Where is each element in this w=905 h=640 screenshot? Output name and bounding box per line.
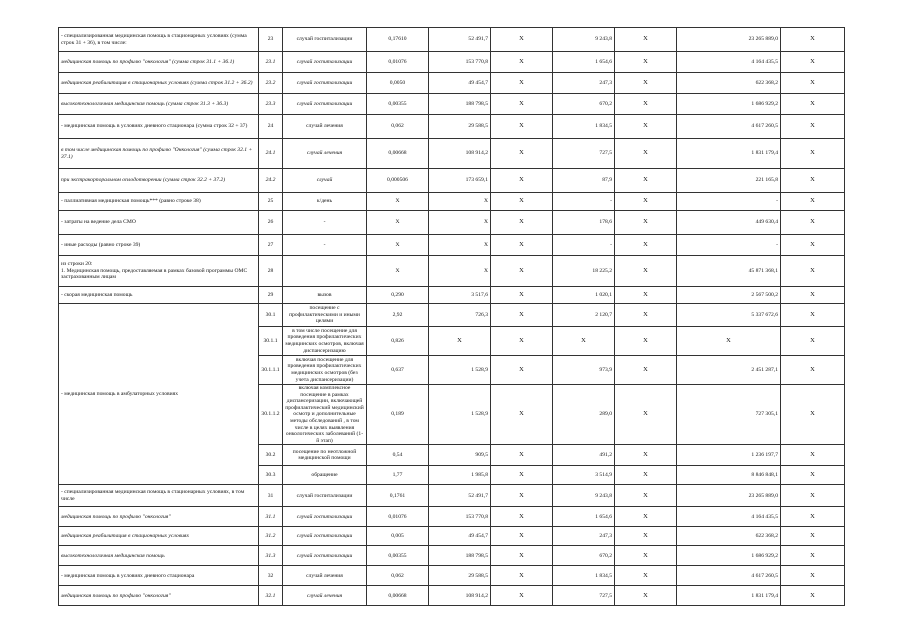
row-number-cell: 31.3	[259, 546, 283, 566]
row-number-cell: 31.1	[259, 507, 283, 527]
value-cell: X	[367, 256, 429, 287]
value-cell: 0,000506	[367, 169, 429, 193]
value-cell: 2,92	[367, 304, 429, 327]
value-cell: X	[781, 304, 845, 327]
unit-cell: случай лечения	[283, 139, 367, 169]
value-cell: X	[367, 193, 429, 211]
value-cell: 1 654,6	[553, 507, 615, 527]
value-cell: 0,826	[367, 327, 429, 356]
value-cell: X	[615, 385, 677, 445]
row-number-cell: 32	[259, 566, 283, 586]
unit-cell: случай госпитализации	[283, 527, 367, 546]
table-row	[59, 73, 845, 94]
row-number-cell: 29	[259, 287, 283, 304]
value-cell: 108 914,2	[429, 586, 491, 606]
value-cell: X	[615, 287, 677, 304]
document-page	[58, 27, 844, 606]
value-cell: 188 798,5	[429, 94, 491, 115]
value-cell: X	[615, 507, 677, 527]
value-cell: X	[615, 235, 677, 256]
value-cell: X	[615, 73, 677, 94]
table-row	[59, 485, 845, 507]
value-cell: X	[781, 256, 845, 287]
value-cell: X	[491, 235, 553, 256]
value-cell: X	[615, 546, 677, 566]
value-cell: X	[491, 52, 553, 73]
value-cell: 173 659,1	[429, 169, 491, 193]
value-cell: 178,6	[553, 211, 615, 235]
value-cell: X	[491, 193, 553, 211]
table-row	[59, 28, 845, 52]
value-cell: X	[615, 193, 677, 211]
value-cell: 1 686 929,2	[677, 94, 781, 115]
value-cell: 727,5	[553, 139, 615, 169]
row-name-cell: из строки 20: 1. Медицинская помощь, предоставляемая в рамках базовой программы ОМС застрахованным лицам	[59, 256, 259, 287]
value-cell: X	[781, 327, 845, 356]
value-cell: 1 654,6	[553, 52, 615, 73]
value-cell: X	[615, 256, 677, 287]
row-number-cell: 30.1.1.2	[259, 385, 283, 445]
value-cell: 1 985,8	[429, 466, 491, 485]
value-cell: X	[491, 586, 553, 606]
value-cell: 4 164 435,5	[677, 507, 781, 527]
value-cell: -	[677, 235, 781, 256]
value-cell: X	[491, 385, 553, 445]
value-cell: X	[781, 566, 845, 586]
value-cell: X	[615, 139, 677, 169]
unit-cell: посещение с профилактическими и иными целями	[283, 304, 367, 327]
value-cell: X	[781, 235, 845, 256]
row-name-cell: - иные расходы (равно строке 39)	[59, 235, 259, 256]
value-cell: X	[491, 356, 553, 385]
value-cell: X	[781, 527, 845, 546]
value-cell: 4 164 435,5	[677, 52, 781, 73]
value-cell: 0,062	[367, 115, 429, 139]
row-number-cell: 30.2	[259, 445, 283, 466]
unit-cell: случай госпитализации	[283, 28, 367, 52]
value-cell: 247,3	[553, 527, 615, 546]
value-cell: 2 451 287,1	[677, 356, 781, 385]
value-cell: X	[429, 256, 491, 287]
value-cell: 1 686 929,2	[677, 546, 781, 566]
table-row	[59, 507, 845, 527]
row-name-cell: - специализированная медицинская помощь в стационарных условиях, в том числе	[59, 485, 259, 507]
unit-cell	[283, 256, 367, 287]
value-cell: X	[553, 327, 615, 356]
value-cell: 0,00355	[367, 546, 429, 566]
value-cell: 23 265 889,0	[677, 28, 781, 52]
value-cell: 3 517,6	[429, 287, 491, 304]
table-row	[59, 304, 845, 327]
value-cell: 0,01076	[367, 507, 429, 527]
row-number-cell: 31	[259, 485, 283, 507]
value-cell: 1 020,1	[553, 287, 615, 304]
row-number-cell: 30.3	[259, 466, 283, 485]
value-cell: 0,637	[367, 356, 429, 385]
value-cell: X	[491, 546, 553, 566]
value-cell: 49 454,7	[429, 73, 491, 94]
value-cell: 727 305,1	[677, 385, 781, 445]
value-cell: X	[781, 193, 845, 211]
value-cell: X	[491, 211, 553, 235]
value-cell: 1 528,9	[429, 356, 491, 385]
row-name-cell: высокотехнологичная медицинская помощь	[59, 546, 259, 566]
value-cell: X	[491, 527, 553, 546]
row-number-cell: 24.2	[259, 169, 283, 193]
row-name-cell: в том числе медицинская помощь по профилю "Онкология" (сумма строк 32.1 + 37.1)	[59, 139, 259, 169]
unit-cell: случай	[283, 169, 367, 193]
table-body-ambulatory	[59, 304, 845, 485]
value-cell: X	[781, 73, 845, 94]
unit-cell: включая комплексное посещение в рамках диспансеризации, включающей профилактический медицинский осмотр и дополнительные методы обследований , в том числе в целях выявления онкологических заболеваний (1-й этап)	[283, 385, 367, 445]
unit-cell: включая посещение для проведения профилактических медицинских осмотров (без учета диспансеризации)	[283, 356, 367, 385]
value-cell: 1 834,5	[553, 566, 615, 586]
value-cell: X	[677, 327, 781, 356]
unit-cell: -	[283, 235, 367, 256]
value-cell: X	[781, 211, 845, 235]
value-cell: 622 368,2	[677, 73, 781, 94]
value-cell: X	[615, 566, 677, 586]
row-number-cell: 25	[259, 193, 283, 211]
value-cell: 727,5	[553, 586, 615, 606]
value-cell: 1 831 179,4	[677, 586, 781, 606]
value-cell: X	[615, 52, 677, 73]
unit-cell: случай госпитализации	[283, 94, 367, 115]
value-cell: 4 617 260,5	[677, 115, 781, 139]
table-row	[59, 256, 845, 287]
value-cell: X	[491, 304, 553, 327]
table-row	[59, 94, 845, 115]
table-row	[59, 169, 845, 193]
value-cell: X	[781, 94, 845, 115]
value-cell: 8 846 848,1	[677, 466, 781, 485]
value-cell: -	[553, 235, 615, 256]
value-cell: 0,0050	[367, 73, 429, 94]
value-cell: 670,2	[553, 546, 615, 566]
value-cell: 221 165,8	[677, 169, 781, 193]
value-cell: X	[367, 235, 429, 256]
unit-cell: случай госпитализации	[283, 73, 367, 94]
table-body-top	[59, 28, 845, 304]
value-cell: X	[615, 211, 677, 235]
table-row	[59, 586, 845, 606]
row-number-cell: 30.1	[259, 304, 283, 327]
row-number-cell: 24	[259, 115, 283, 139]
value-cell: 0,00668	[367, 139, 429, 169]
value-cell: X	[615, 327, 677, 356]
value-cell: 0,54	[367, 445, 429, 466]
row-name-cell: - скорая медицинская помощь	[59, 287, 259, 304]
unit-cell: случай лечения	[283, 115, 367, 139]
row-number-cell: 26	[259, 211, 283, 235]
row-name-cell: - паллиативная медицинская помощь*** (равно строке 38)	[59, 193, 259, 211]
value-cell: 2 120,7	[553, 304, 615, 327]
unit-cell: -	[283, 211, 367, 235]
value-cell: 29 588,5	[429, 115, 491, 139]
value-cell: X	[781, 115, 845, 139]
row-name-cell: - специализированная медицинская помощь в стационарных условиях (сумма строк 31 + 36), в том числе:	[59, 28, 259, 52]
value-cell: 247,3	[553, 73, 615, 94]
value-cell: 29 588,5	[429, 566, 491, 586]
table-row	[59, 527, 845, 546]
table-row	[59, 139, 845, 169]
value-cell: 1 528,9	[429, 385, 491, 445]
value-cell: 108 914,2	[429, 139, 491, 169]
value-cell: X	[615, 356, 677, 385]
table-row	[59, 566, 845, 586]
value-cell: X	[491, 287, 553, 304]
value-cell: 18 225,2	[553, 256, 615, 287]
value-cell: X	[429, 235, 491, 256]
value-cell: 3 514,9	[553, 466, 615, 485]
value-cell: X	[615, 28, 677, 52]
value-cell: X	[615, 586, 677, 606]
value-cell: X	[781, 466, 845, 485]
value-cell: X	[615, 466, 677, 485]
value-cell: 2 567 500,2	[677, 287, 781, 304]
value-cell: X	[781, 485, 845, 507]
row-name-cell: медицинская помощь по профилю "онкология"	[59, 507, 259, 527]
value-cell: X	[367, 211, 429, 235]
value-cell: 153 770,8	[429, 507, 491, 527]
value-cell: X	[781, 169, 845, 193]
value-cell: X	[781, 139, 845, 169]
value-cell: 726,3	[429, 304, 491, 327]
value-cell: 0,062	[367, 566, 429, 586]
unit-cell: случай лечения	[283, 586, 367, 606]
value-cell: 449 630,4	[677, 211, 781, 235]
value-cell: X	[491, 507, 553, 527]
row-number-cell: 24.1	[259, 139, 283, 169]
row-name-cell: медицинская реабилитация в стационарных условиях	[59, 527, 259, 546]
table-row	[59, 287, 845, 304]
row-number-cell: 23.1	[259, 52, 283, 73]
row-number-cell: 27	[259, 235, 283, 256]
table-row	[59, 235, 845, 256]
row-name-cell: - медицинская помощь в условиях дневного стационара	[59, 566, 259, 586]
value-cell: 9 243,8	[553, 485, 615, 507]
value-cell: 0,189	[367, 385, 429, 445]
row-number-cell: 30.1.1	[259, 327, 283, 356]
row-name-cell: - медицинская помощь в амбулаторных условиях	[59, 304, 259, 485]
value-cell: 153 770,8	[429, 52, 491, 73]
value-cell: X	[491, 94, 553, 115]
row-number-cell: 23.2	[259, 73, 283, 94]
value-cell: X	[491, 256, 553, 287]
value-cell: -	[553, 193, 615, 211]
value-cell: 9 243,8	[553, 28, 615, 52]
unit-cell: к/день	[283, 193, 367, 211]
row-number-cell: 31.2	[259, 527, 283, 546]
value-cell: 0,1761	[367, 485, 429, 507]
unit-cell: случай госпитализации	[283, 507, 367, 527]
row-name-cell: высокотехнологичная медицинская помощь (сумма строк 31.3 + 36.3)	[59, 94, 259, 115]
row-name-cell: - медицинская помощь в условиях дневного стационара (сумма строк 32 + 37)	[59, 115, 259, 139]
unit-cell: вызов	[283, 287, 367, 304]
value-cell: X	[491, 169, 553, 193]
value-cell: 4 617 260,5	[677, 566, 781, 586]
value-cell: 45 871 368,1	[677, 256, 781, 287]
value-cell: X	[491, 327, 553, 356]
value-cell: 973,9	[553, 356, 615, 385]
table-row	[59, 546, 845, 566]
value-cell: X	[491, 115, 553, 139]
value-cell: X	[615, 485, 677, 507]
value-cell: X	[781, 385, 845, 445]
value-cell: 0,00668	[367, 586, 429, 606]
value-cell: X	[429, 211, 491, 235]
value-cell: 5 337 672,6	[677, 304, 781, 327]
row-number-cell: 30.1.1.1	[259, 356, 283, 385]
value-cell: X	[615, 445, 677, 466]
value-cell: X	[781, 586, 845, 606]
value-cell: X	[491, 73, 553, 94]
value-cell: X	[491, 466, 553, 485]
value-cell: 622 368,2	[677, 527, 781, 546]
value-cell: 52 491,7	[429, 28, 491, 52]
unit-cell: посещение по неотложной медицинской помощи	[283, 445, 367, 466]
value-cell: 670,2	[553, 94, 615, 115]
value-cell: 1 236 197,7	[677, 445, 781, 466]
value-cell: 0,005	[367, 527, 429, 546]
tariff-table	[58, 27, 845, 606]
value-cell: 23 265 889,0	[677, 485, 781, 507]
value-cell: X	[491, 485, 553, 507]
unit-cell: случай госпитализации	[283, 52, 367, 73]
row-name-cell: медицинская реабилитация в стационарных условиях (сумма строк 31.2 + 36.2)	[59, 73, 259, 94]
value-cell: X	[781, 28, 845, 52]
unit-cell: обращение	[283, 466, 367, 485]
row-name-cell: медицинская помощь по профилю "онкология" (сумма строк 31.1 + 36.1)	[59, 52, 259, 73]
value-cell: -	[677, 193, 781, 211]
unit-cell: случай госпитализации	[283, 485, 367, 507]
unit-cell: случай госпитализации	[283, 546, 367, 566]
value-cell: X	[615, 527, 677, 546]
value-cell: 0,01076	[367, 52, 429, 73]
table-row	[59, 115, 845, 139]
value-cell: 0,00355	[367, 94, 429, 115]
row-name-cell: при экстракорпоральном оплодотворении (сумма строк 32.2 + 37.2)	[59, 169, 259, 193]
row-number-cell: 32.1	[259, 586, 283, 606]
value-cell: X	[491, 28, 553, 52]
value-cell: 87,9	[553, 169, 615, 193]
value-cell: X	[781, 356, 845, 385]
table-row	[59, 211, 845, 235]
value-cell: 909,5	[429, 445, 491, 466]
row-number-cell: 28	[259, 256, 283, 287]
value-cell: 491,2	[553, 445, 615, 466]
value-cell: X	[615, 115, 677, 139]
value-cell: X	[491, 139, 553, 169]
row-number-cell: 23.3	[259, 94, 283, 115]
value-cell: X	[781, 287, 845, 304]
unit-cell: в том числе посещение для проведения профилактических медицинских осмотров, включая диспансеризацию	[283, 327, 367, 356]
value-cell: X	[615, 94, 677, 115]
value-cell: 1 831 179,4	[677, 139, 781, 169]
unit-cell: случай лечения	[283, 566, 367, 586]
value-cell: 0,290	[367, 287, 429, 304]
value-cell: X	[491, 445, 553, 466]
value-cell: X	[615, 304, 677, 327]
table-row	[59, 193, 845, 211]
value-cell: 52 491,7	[429, 485, 491, 507]
value-cell: X	[491, 566, 553, 586]
value-cell: X	[781, 52, 845, 73]
row-number-cell: 23	[259, 28, 283, 52]
value-cell: X	[429, 193, 491, 211]
row-name-cell: - затраты на ведение дела СМО	[59, 211, 259, 235]
value-cell: 188 798,5	[429, 546, 491, 566]
value-cell: 49 454,7	[429, 527, 491, 546]
value-cell: X	[781, 445, 845, 466]
value-cell: 1 834,5	[553, 115, 615, 139]
table-body-bottom	[59, 485, 845, 606]
value-cell: X	[781, 507, 845, 527]
value-cell: X	[429, 327, 491, 356]
value-cell: 0,17610	[367, 28, 429, 52]
table-row	[59, 52, 845, 73]
value-cell: 1,77	[367, 466, 429, 485]
row-name-cell: медицинская помощь по профилю "онкология"	[59, 586, 259, 606]
value-cell: 289,0	[553, 385, 615, 445]
value-cell: X	[615, 169, 677, 193]
value-cell: X	[781, 546, 845, 566]
